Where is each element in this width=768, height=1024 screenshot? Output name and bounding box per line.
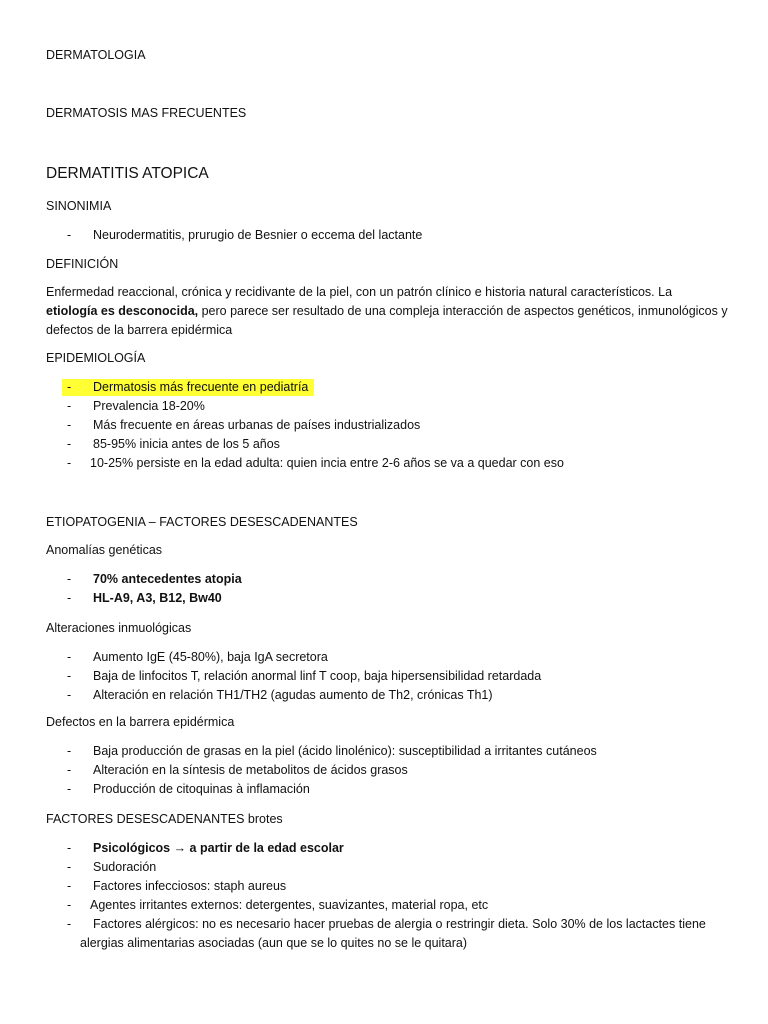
section-title: DERMATITIS ATOPICA	[46, 165, 209, 182]
epidemiologia-heading: EPIDEMIOLOGÍA	[46, 351, 146, 365]
doc-title: DERMATOLOGIA	[46, 48, 146, 62]
definicion-heading: DEFINICIÓN	[46, 257, 119, 271]
doc-subtitle: DERMATOSIS MAS FRECUENTES	[46, 106, 247, 120]
barrera-heading: Defectos en la barrera epidérmica	[46, 715, 235, 729]
etiopatogenia-heading: ETIOPATOGENIA – FACTORES DESESCADENANTES	[46, 515, 358, 529]
brotes-heading: FACTORES DESESCADENANTES brotes	[46, 812, 283, 826]
definicion-paragraph: Enfermedad reaccional, crónica y recidivante de la piel, con un patrón clínico e historia natural característicos. La etiología es desconocida, pero parece ser resultado de una compleja interacción de aspectos genéticos, inmunológicos y defectos de la barrera epidérmica	[46, 285, 728, 337]
etiologia-bold: etiología es desconocida,	[46, 304, 199, 318]
inmunologicas-heading: Alteraciones inmuológicas	[46, 621, 192, 635]
list-dash: -	[67, 228, 72, 242]
geneticas-heading: Anomalías genéticas	[46, 543, 163, 557]
document-page: DERMATOLOGIA DERMATOSIS MAS FRECUENTES DERMATITIS ATOPICA SINONIMIA - Neurodermatitis, prurugio de Besnier o eccema del lactante DEFINICIÓN Enfermedad reaccional, crónica y recidivante de la piel, con un patrón clínico e historia natural característicos. La etiología es desconocida, pero parece ser resultado de una compleja interacción de aspectos genéticos, inmunológicos y defectos de la barrera epidérmica EPIDEMIOLOGÍA - Dermatosis más frecuente en pediatría - Prevalencia 18-20% - Más frecuente en áreas urbanas de países industrializados - 85-95% inicia antes de los 5 años - 10-25% persiste en la edad adulta: quien incia entre 2-6 años se va a quedar con eso ETIOPATOGENIA – FACTORES DESESCADENANTES Anomalías genéticas - 70% antecedentes atopia - HL-A9, A3, B12, Bw40 Alteraciones inmuológicas - Aumento IgE (45-80%), baja IgA secretora - Baja de linfocitos T, relación anormal linf T coop, baja hipersensibilidad retardada - Alteración en relación TH1/TH2 (agudas aumento de Th2, crónicas Th1) Defectos en la barrera epidérmica - Baja producción de grasas en la piel (ácido linolénico): susceptibilidad a irritantes cutáneos - Alteración en la síntesis de metabolitos de ácidos grasos - Producción de citoquinas à inflamación FACTORES DESESCADENANTES brotes - Psicológicos → a partir de la edad escolar - Sudoración - Factores infecciosos: staph aureus - Agentes irritantes externos: detergentes, suavizantes, material ropa, etc - Factores alérgicos: no es necesario hacer pruebas de alergia o restringir dieta. Solo 30% de los lactactes tiene alergias alimentarias asociadas (aun que se lo quites no se le quitara)	[0, 0, 768, 1024]
sinonimia-heading: SINONIMIA	[46, 199, 112, 213]
